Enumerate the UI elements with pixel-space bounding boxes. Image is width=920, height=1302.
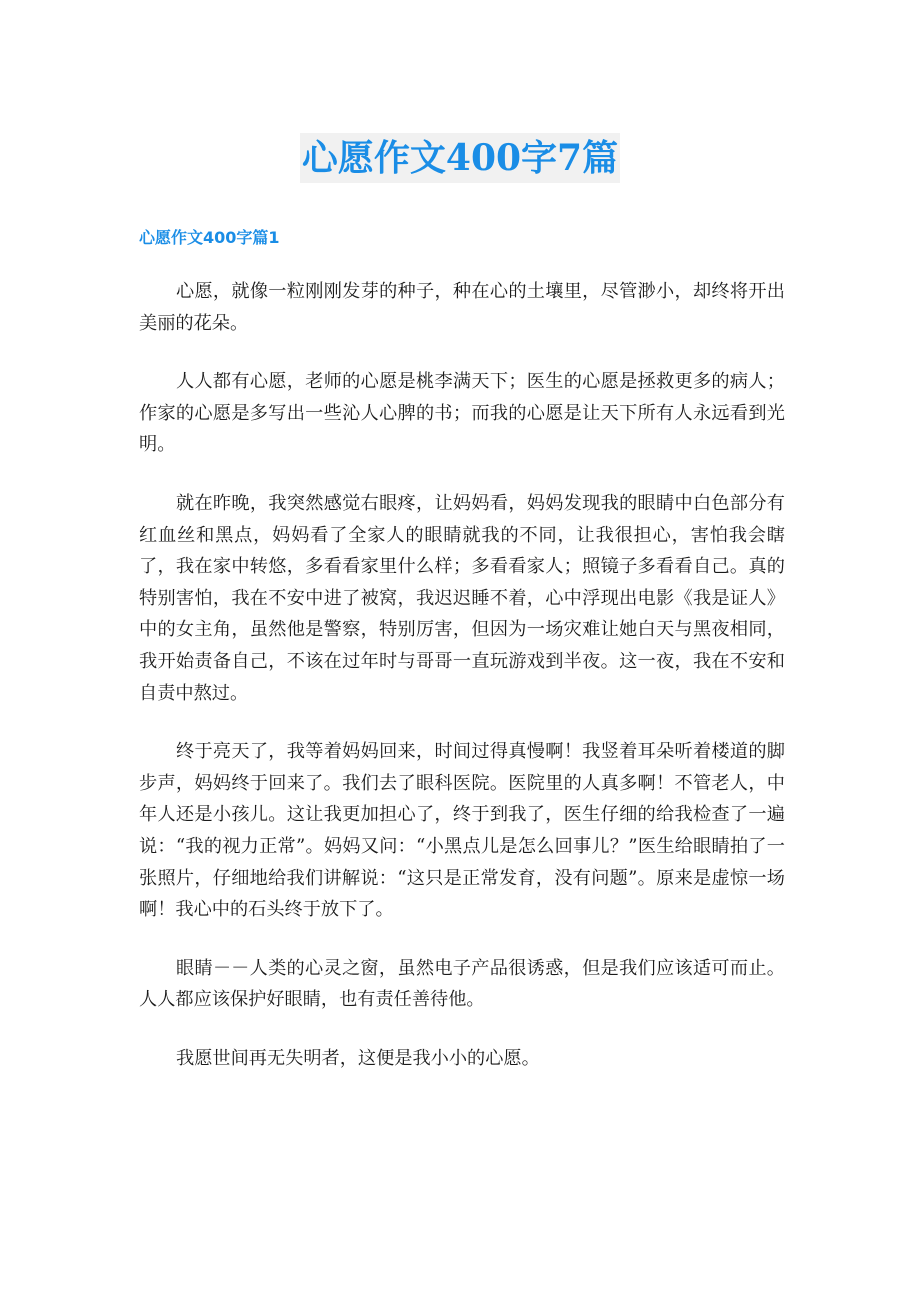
essay-body (139, 276, 785, 1101)
paragraph-3: 就在昨晚，我突然感觉右眼疼，让妈妈看，妈妈发现我的眼睛中白色部分有红血丝和黑点，妈妈看了全家人的眼睛就我的不同，让我很担心，害怕我会瞎了，我在家中转悠，多看看家里什么样；多看看家人；照镜子多看看自己。真的特别害怕，我在不安中进了被窝，我迟迟睡不着，心中浮现出电影《我是证人》中的女主角，虽然他是警察，特别厉害，但因为一场灾难让她白天与黑夜相同，我开始责备自己，不该在过年时与哥哥一直玩游戏到半夜。这一夜，我在不安和自责中熬过。 (139, 492, 785, 704)
title-container (0, 133, 920, 183)
section-heading: 心愿作文400字篇1 (139, 228, 280, 247)
paragraph-4: 终于亮天了，我等着妈妈回来，时间过得真慢啊！我竖着耳朵听着楼道的脚步声，妈妈终于回来了。我们去了眼科医院。医院里的人真多啊！不管老人，中年人还是小孩儿。这让我更加担心了，终于到我了，医生仔细的给我检查了一遍说：“我的视力正常”。妈妈又问：“小黑点儿是怎么回事儿？”医生给眼睛拍了一张照片，仔细地给我们讲解说：“这只是正常发育，没有问题”。原来是虚惊一场啊！我心中的石头终于放下了。 (139, 741, 785, 921)
page-title: 心愿作文400字7篇 (300, 133, 620, 183)
paragraph-6: 我愿世间再无失明者，这便是我小小的心愿。 (176, 1047, 540, 1069)
paragraph-1: 心愿，就像一粒刚刚发芽的种子，种在心的土壤里，尽管渺小，却终将开出美丽的花朵。 (139, 281, 785, 334)
paragraph-5: 眼睛－－人类的心灵之窗，虽然电子产品很诱惑，但是我们应该适可而止。人人都应该保护好眼睛，也有责任善待他。 (139, 957, 785, 1011)
paragraph-2: 人人都有心愿，老师的心愿是桃李满天下；医生的心愿是拯救更多的病人；作家的心愿是多写出一些沁人心脾的书；而我的心愿是让天下所有人永远看到光明。 (139, 371, 785, 456)
